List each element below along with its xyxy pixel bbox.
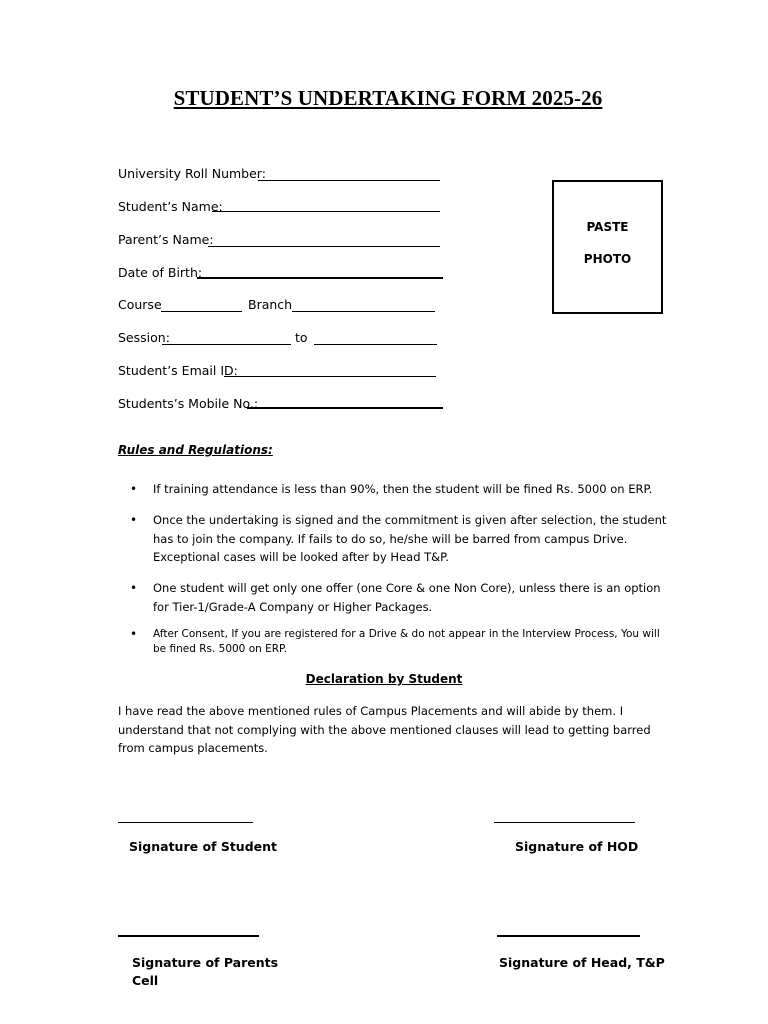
mobile-label: Students’s Mobile No.: [118,396,259,411]
email-line [224,376,436,377]
parents-cell-label: Cell [132,973,159,988]
rule-text: After Consent, If you are registered for a Drive & do not appear in the Interview Process, You will be fined Rs. 5000 on ERP. [153,628,660,655]
declaration-text: I have read the above mentioned rules of Campus Placements and will abide by them. I understand that not complying with the above mentioned clauses will lead to getting barred from campus placements. [118,704,651,755]
rules-heading: Rules and Regulations: [118,443,273,457]
rule-text: Once the undertaking is signed and the commitment is given after selection, the student has to join the company. If fails to do so, he/she will be barred from campus Drive. Exceptional cases will be looked after by Head T&P. [153,513,667,564]
bullet-icon: • [130,627,138,641]
session-end-line [314,344,437,345]
student-signature-line [118,822,253,823]
session-label: Session: [118,330,170,345]
rule-text: If training attendance is less than 90%, then the student will be fined Rs. 5000 on ERP. [153,482,653,496]
parents-signature-label: Signature of Parents [132,955,279,970]
course-label: Course [118,297,162,312]
student-name-line [212,211,440,212]
parent-name-line [208,246,440,247]
course-line [161,311,242,312]
bullet-icon: • [130,513,138,527]
mobile-line [247,407,443,409]
branch-line [292,311,435,312]
branch-label: Branch [248,297,293,312]
form-title: STUDENT’S UNDERTAKING FORM 2025-26 [173,86,603,110]
bullet-icon: • [130,482,138,496]
session-start-line [162,344,291,345]
dob-label: Date of Birth: [118,265,203,280]
rule-text: One student will get only one offer (one Core & one Non Core), unless there is an option for Tier-1/Grade-A Company or Higher Packages. [153,581,661,614]
photo-box-text-paste: PASTE [586,220,629,234]
paste-photo-box [552,180,663,314]
hod-signature-line [494,822,635,823]
parent-name-label: Parent’s Name: [118,232,214,247]
hod-signature-label: Signature of HOD [515,839,639,854]
bullet-icon: • [130,581,138,595]
session-to-label: to [295,330,308,345]
email-label: Student’s Email ID: [118,363,238,378]
parents-signature-line [118,935,259,937]
photo-box-text-photo: PHOTO [583,252,632,266]
roll-number-label: University Roll Number: [118,166,266,181]
dob-line [197,277,443,279]
head-tp-signature-line [497,935,640,937]
declaration-heading: Declaration by Student [305,672,463,686]
student-signature-label: Signature of Student [129,839,277,854]
roll-number-line [258,180,440,181]
student-name-label: Student’s Name: [118,199,223,214]
head-tp-signature-label: Signature of Head, T&P [499,955,665,970]
